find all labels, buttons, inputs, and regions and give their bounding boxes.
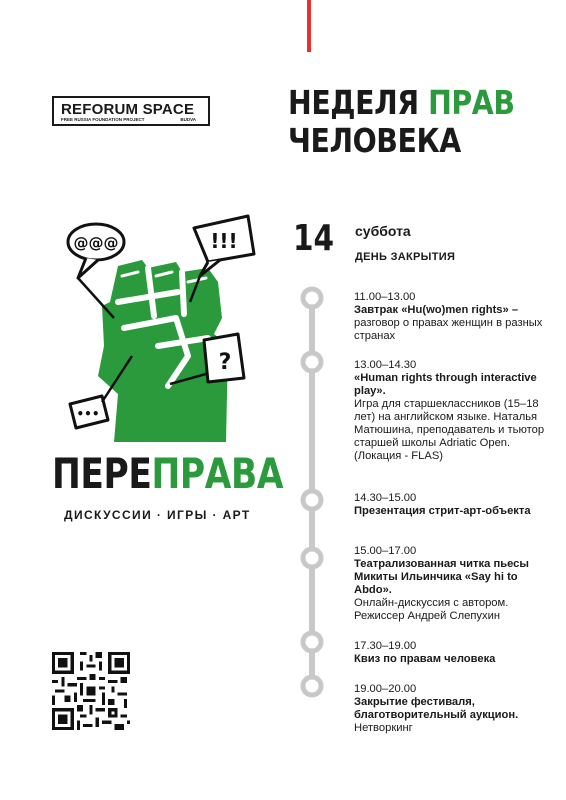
event-time: 15.00–17.00 (354, 545, 417, 557)
weekday: суббота (355, 223, 411, 239)
qr-code (52, 652, 130, 730)
reforum-space-logo (52, 96, 210, 126)
day-number: 14 (293, 218, 335, 259)
bubble-4-text: ••• (76, 407, 100, 421)
timeline-node-2 (303, 353, 321, 371)
event-description: Нетворкинг (354, 722, 413, 734)
event-title: Закрытие фестиваля, благотворительный аукцион. (354, 696, 519, 721)
logo-city: BUDVA (180, 117, 196, 122)
raised-fist-illustration (58, 206, 268, 451)
timeline-node-5 (303, 633, 321, 651)
day-label: ДЕНЬ ЗАКРЫТИЯ (355, 251, 456, 263)
bubble-2-text: !!! (210, 229, 238, 253)
event-item-6 (354, 683, 554, 735)
event-description: Игра для старшеклассников (15–18 лет) на английском языке. Наталья Матюшина, преподаватель и тьютор старшей школы Adriatic Open. (Локация - FLAS) (354, 398, 545, 462)
event-time: 17.30–19.00 (354, 640, 417, 652)
event-time: 14.30–15.00 (354, 492, 417, 504)
timeline-node-3 (303, 491, 321, 509)
title-word-rights: ПРАВ (428, 83, 515, 122)
event-item-3 (354, 492, 554, 518)
event-item-4 (354, 545, 554, 623)
timeline-node-6 (303, 677, 321, 695)
top-red-rule (307, 0, 311, 52)
timeline-node-4 (303, 549, 321, 567)
bubble-3-text: ? (218, 350, 232, 375)
bubble-1-text: @@@ (73, 234, 119, 252)
title-word-human: ЧЕЛОВЕКА (288, 121, 461, 160)
event-time: 11.00–13.00 (354, 291, 416, 303)
timeline-track (292, 286, 332, 706)
logo-subtitle: FREE RUSSIA FOUNDATION PROJECT (61, 117, 145, 122)
festival-name-part-2: ПРАВА (151, 449, 284, 498)
festival-name (52, 449, 284, 498)
event-item-2 (354, 359, 554, 463)
title-line-1 (288, 83, 515, 122)
festival-tagline: ДИСКУССИИ · ИГРЫ · АРТ (64, 508, 251, 522)
event-title: Презентация стрит-арт-объекта (354, 505, 531, 517)
event-description: разговор о правах женщин в разных странах (354, 317, 543, 342)
event-title: «Human rights through interactive play». (354, 372, 537, 397)
festival-name-part-1: ПЕРЕ (52, 449, 152, 498)
event-time: 13.00–14.30 (354, 359, 417, 371)
event-title: Квиз по правам человека (354, 653, 496, 665)
event-description: Онлайн-дискуссия с автором. Режиссер Андрей Слепухин (354, 597, 509, 622)
event-title: Завтрак «Hu(wo)men rights» – (354, 304, 519, 316)
logo-name: REFORUM SPACE (61, 101, 195, 118)
timeline-node-1 (303, 289, 321, 307)
event-item-1 (354, 291, 554, 343)
event-title: Театрализованная читка пьесы Микиты Ильинчика «Say hi to Abdo». (354, 558, 529, 596)
title-word-week: НЕДЕЛЯ (288, 83, 419, 122)
title-line-2 (288, 121, 461, 160)
event-item-5 (354, 640, 554, 666)
event-time: 19.00–20.00 (354, 683, 417, 695)
